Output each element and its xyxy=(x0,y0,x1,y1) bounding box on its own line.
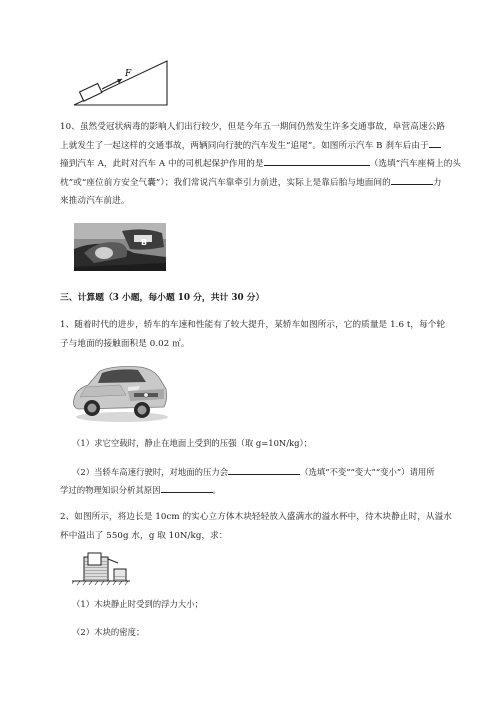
q10-blank-inertia[interactable] xyxy=(429,138,441,148)
question-10 xyxy=(60,118,462,211)
q1-blank-reason[interactable] xyxy=(161,483,213,493)
force-label: F xyxy=(125,69,132,79)
q10-line-3: 撞到汽车 A，此时对汽车 A 中的司机起保护作用的是 （选填“汽车座椅上的头 xyxy=(60,155,455,174)
q1-line-1: 1、随着时代的进步，轿车的车速和性能有了较大提升，某轿车如图所示，它的质量是 1.6 t，每个轮 xyxy=(60,320,446,330)
car-photo xyxy=(70,355,170,427)
q10-line-4: 枕”或“座位前方安全气囊”）；我们常说汽车靠牵引力前进，实际上是靠后胎与地面间的 力 xyxy=(60,174,455,193)
question-2 xyxy=(60,508,455,545)
photo-label-b: B xyxy=(141,238,148,247)
incline-force-figure xyxy=(72,55,172,107)
section-3-heading: 三、计算题（3 小题，每小题 10 分，共计 30 分） xyxy=(60,293,265,303)
q1-line-2: 子与地面的接触面积是 0.02 ㎡。 xyxy=(60,338,190,349)
q1-sub-2-line-2: 学过的物理知识分析其原因 。 xyxy=(60,485,221,495)
q1-sub-1: （1）求它空载时，静止在地面上受到的压强（取 g=10N/kg）； xyxy=(72,438,313,448)
wood-block xyxy=(88,553,101,565)
q10-blank-protection[interactable] xyxy=(264,156,370,166)
q1-blank-pressure-change[interactable] xyxy=(228,465,300,475)
overflow-cup-figure xyxy=(72,545,132,587)
q10-line-5: 来推动汽车前进。 xyxy=(60,196,130,206)
q2-sub-2: （2）木块的密度； xyxy=(72,627,145,637)
q2-sub-1: （1）木块静止时受到的浮力大小； xyxy=(72,599,203,609)
q10-blank-force[interactable] xyxy=(391,175,433,185)
q10-line-1: 10、虽然受冠状病毒的影响人们出行较少，但是今年五一期间仍然发生许多交通事故，阜营高速公路 xyxy=(60,122,445,132)
collision-photo xyxy=(74,223,166,271)
q1-sub-2-line-1: （2）当轿车高速行驶时，对地面的压力会 （选填“不变”“变大”“变小”）请用所 xyxy=(72,467,435,477)
question-1 xyxy=(60,316,455,353)
spout xyxy=(108,559,118,563)
q2-line-1: 2、如图所示，将边长是 10cm 的实心立方体木块轻轻放入盛满水的溢水杯中，待木块静止时，从溢水 xyxy=(60,512,452,522)
q2-line-2: 杯中溢出了 550g 水，g 取 10N/kg，求： xyxy=(60,530,228,541)
block-on-incline xyxy=(80,83,102,101)
q10-line-2: 上就发生了一起这样的交通事故，两辆同向行驶的汽车发生“追尾”。如图所示汽车 B 刹车后由于 xyxy=(60,137,455,156)
